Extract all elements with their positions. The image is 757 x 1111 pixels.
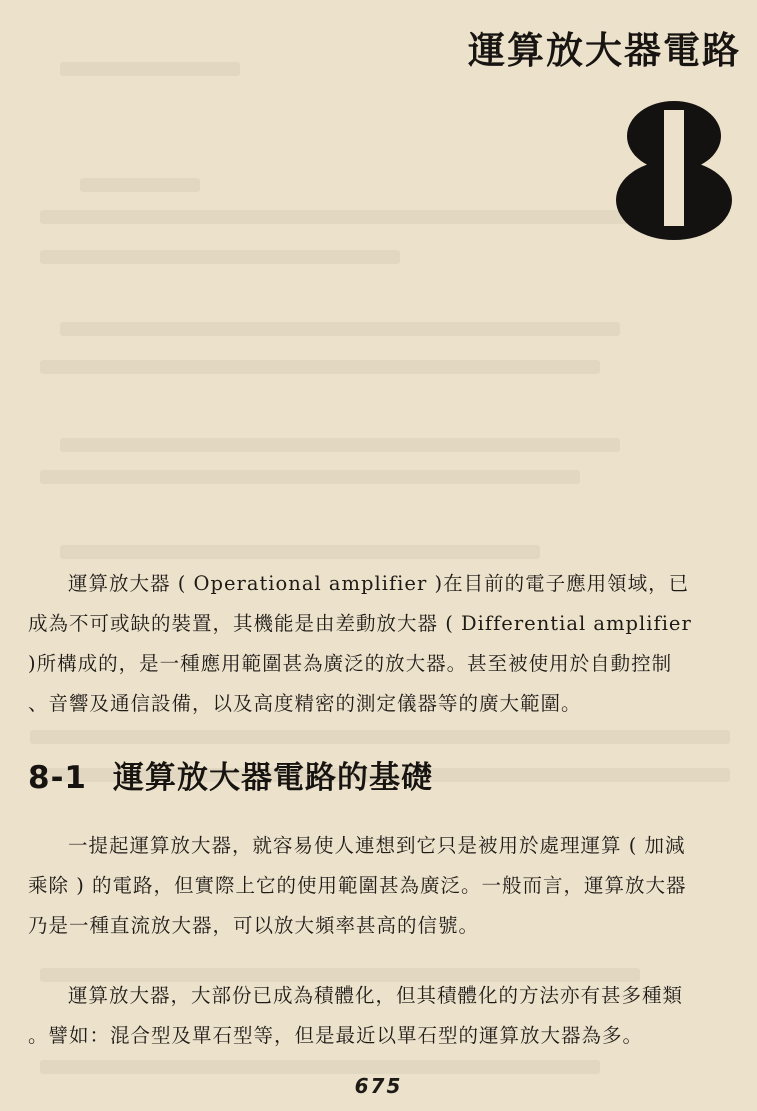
page-number: 675 bbox=[354, 1074, 403, 1098]
paragraph-line: 乘除 ) 的電路，但實際上它的使用範圍甚為廣泛。一般而言，運算放大器 bbox=[28, 874, 687, 897]
paragraph-2 bbox=[28, 826, 740, 946]
paragraph-line: 運算放大器 ( Operational amplifier )在目前的電子應用領域，已 bbox=[68, 572, 690, 595]
chapter-title: 運算放大器電路 bbox=[468, 29, 741, 72]
chapter-number bbox=[609, 96, 739, 242]
paragraph-line: 一提起運算放大器，就容易使人連想到它只是被用於處理運算 ( 加減 bbox=[68, 834, 686, 857]
paragraph-line: 、音響及通信設備，以及高度精密的測定儀器等的廣大範圍。 bbox=[28, 692, 582, 715]
paragraph-line: 。譬如：混合型及單石型等，但是最近以單石型的運算放大器為多。 bbox=[28, 1024, 644, 1047]
intro-paragraph bbox=[28, 564, 740, 724]
paragraph-line: )所構成的，是一種應用範圍甚為廣泛的放大器。甚至被使用於自動控制 bbox=[28, 652, 673, 675]
paragraph-line: 運算放大器，大部份已成為積體化，但其積體化的方法亦有甚多種類 bbox=[68, 984, 684, 1007]
section-number: 8-1 bbox=[28, 760, 88, 796]
paragraph-3 bbox=[28, 976, 740, 1056]
chapter-number-label: 8 bbox=[673, 176, 675, 177]
section-title: 運算放大器電路的基礎 bbox=[113, 760, 434, 796]
paragraph-line: 乃是一種直流放大器，可以放大頻率甚高的信號。 bbox=[28, 914, 480, 937]
section-heading bbox=[28, 752, 433, 797]
paragraph-line: 成為不可或缺的裝置，其機能是由差動放大器 ( Differential amplifier bbox=[28, 612, 692, 635]
